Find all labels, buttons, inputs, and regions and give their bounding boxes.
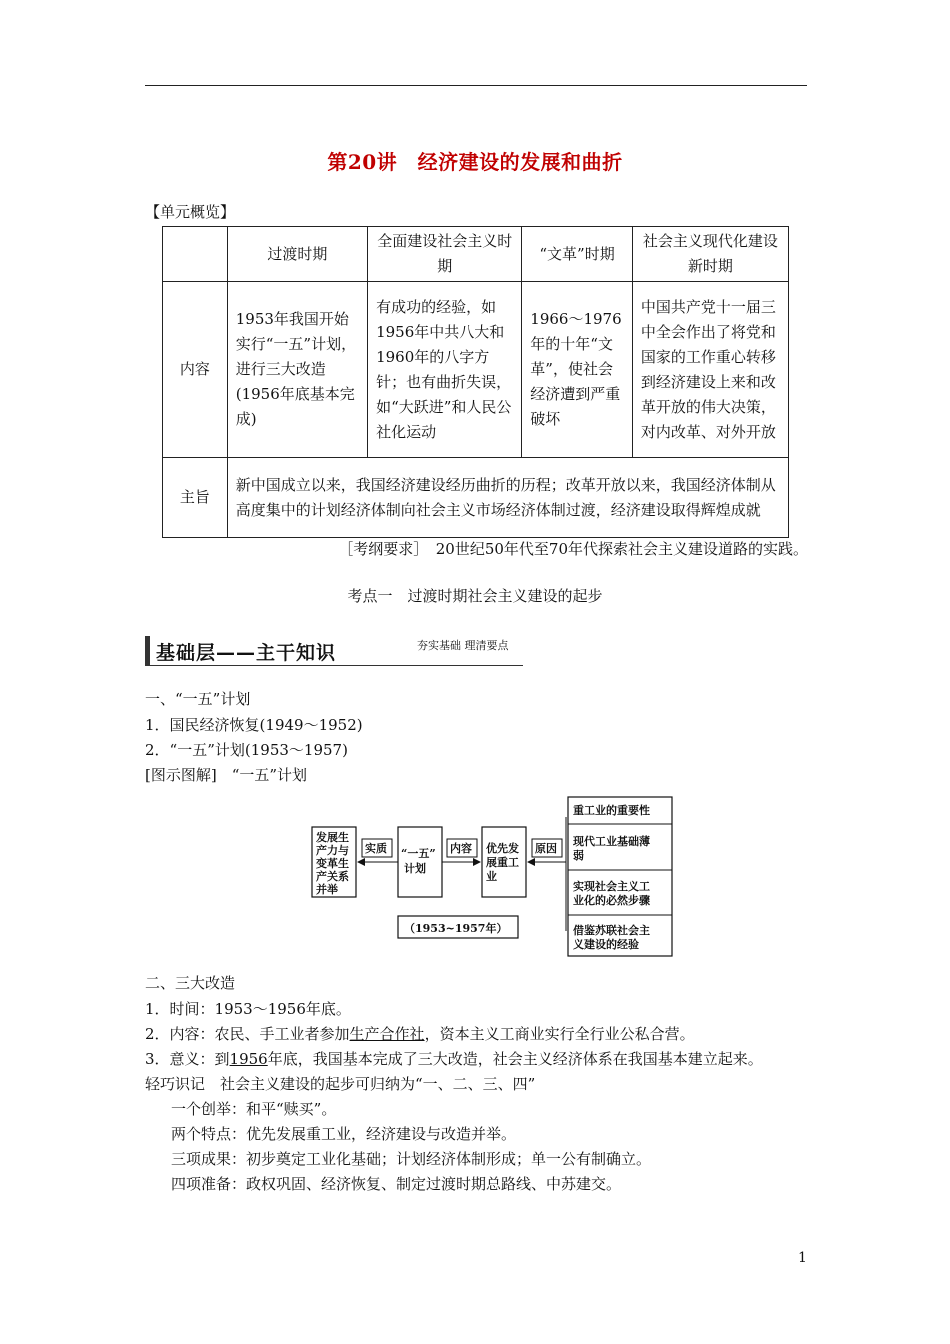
box-text: 并举 [316,883,338,896]
memory-line: 四项准备：政权巩固、经济恢复、制定过渡时期总路线、中苏建交。 [171,1175,622,1193]
content-label: 内容 [450,842,472,855]
section-banner [145,636,523,666]
header-cell: “文革”时期 [522,227,633,282]
memory-line: 两个特点：优先发展重工业，经济建设与改造并举。 [171,1125,517,1143]
text-span: ，资本主义工商业实行全行业公私合营。 [424,1025,695,1043]
header-cell: 社会主义现代化建设新时期 [632,227,788,282]
banner-bar [145,636,150,666]
reason-label: 原因 [535,842,557,855]
years-text: （1953~1957年） [404,922,508,935]
list-item [145,1023,695,1044]
table-header-row [163,227,789,282]
page-title: 第20讲 经济建设的发展和曲折 [327,150,623,174]
underlined-term: 生产合作社 [349,1025,425,1043]
box-text: 变革生 [316,857,349,870]
row-label: 主旨 [163,458,228,538]
memory-line: 一个创举：和平“赎买”。 [171,1100,337,1118]
reason-text: 弱 [573,849,584,862]
heading-2: 二、三大改造 [145,974,236,992]
box-text: “一五” [401,847,436,860]
reason-text: 借鉴苏联社会主 [573,924,650,937]
header-cell: 过渡时期 [227,227,367,282]
exam-requirement: ［考纲要求］ 20世纪50年代至70年代探索社会主义建设道路的实践。 [338,540,808,558]
page-number: 1 [798,1250,807,1266]
banner-subtitle: 夯实基础 理清要点 [417,639,509,652]
text-span: 3．意义：到 [145,1050,230,1068]
five-year-plan-diagram [300,790,690,960]
box-text: 计划 [404,862,426,875]
table-cell: 有成功的经验，如1956年中共八大和1960年的八字方针；也有曲折失误，如“大跃进”和人民公社化运动 [368,282,522,458]
memory-line: 三项成果：初步奠定工业化基础；计划经济体制形成；单一公有制确立。 [171,1150,652,1168]
header-rule [145,85,807,86]
unit-overview-label: 【单元概览】 [145,203,236,221]
table-row [163,282,789,458]
box-text: 优先发 [486,842,519,855]
box-text: 展重工 [486,856,519,869]
row-label: 内容 [163,282,228,458]
text-span: 年底，我国基本完成了三大改造，社会主义经济体系在我国基本建立起来。 [267,1050,763,1068]
list-item: 2．“一五”计划(1953～1957) [145,741,348,759]
header-cell [163,227,228,282]
underlined-term: 1956 [229,1050,268,1068]
memory-intro: 轻巧识记 社会主义建设的起步可归纳为“一、二、三、四” [145,1075,536,1093]
reason-text: 现代工业基础薄 [573,835,650,848]
list-item: 1．国民经济恢复(1949～1952) [145,716,363,734]
header-cell: 全面建设社会主义时期 [368,227,522,282]
reason-text: 义建设的经验 [573,938,639,951]
banner-rule [145,665,523,666]
table-cell: 1966～1976年的十年“文革”，使社会经济遭到严重破坏 [522,282,633,458]
table-cell: 1953年我国开始实行“一五”计划，进行三大改造(1956年底基本完成) [227,282,367,458]
overview-table [162,226,789,538]
list-item: 1．时间：1953～1956年底。 [145,1000,351,1018]
table-cell: 中国共产党十一届三中全会作出了将党和国家的工作重心转移到经济建设上来和改革开放的伟大决策，对内改革、对外开放 [632,282,788,458]
table-cell: 新中国成立以来，我国经济建设经历曲折的历程；改革开放以来，我国经济体制从高度集中的计划经济体制向社会主义市场经济体制过渡，经济建设取得辉煌成就 [227,458,788,538]
section-heading: 考点一 过渡时期社会主义建设的起步 [347,587,603,605]
essence-label: 实质 [365,842,387,855]
text-span: 2．内容：农民、手工业者参加 [145,1025,350,1043]
reason-text: 重工业的重要性 [573,804,650,817]
box-text: 产关系 [316,870,349,883]
box-text: 业 [486,870,497,883]
box-text: 发展生 [316,831,349,844]
box-text: 产力与 [316,844,349,857]
heading-1: 一、“一五”计划 [145,690,251,708]
list-item [145,1048,763,1069]
reason-text: 业化的必然步骤 [573,894,650,907]
diagram-label: [图示图解] “一五”计划 [145,766,308,784]
table-row [163,458,789,538]
banner-title: 基础层——主干知识 [156,642,337,664]
reason-text: 实现社会主义工 [573,880,650,893]
